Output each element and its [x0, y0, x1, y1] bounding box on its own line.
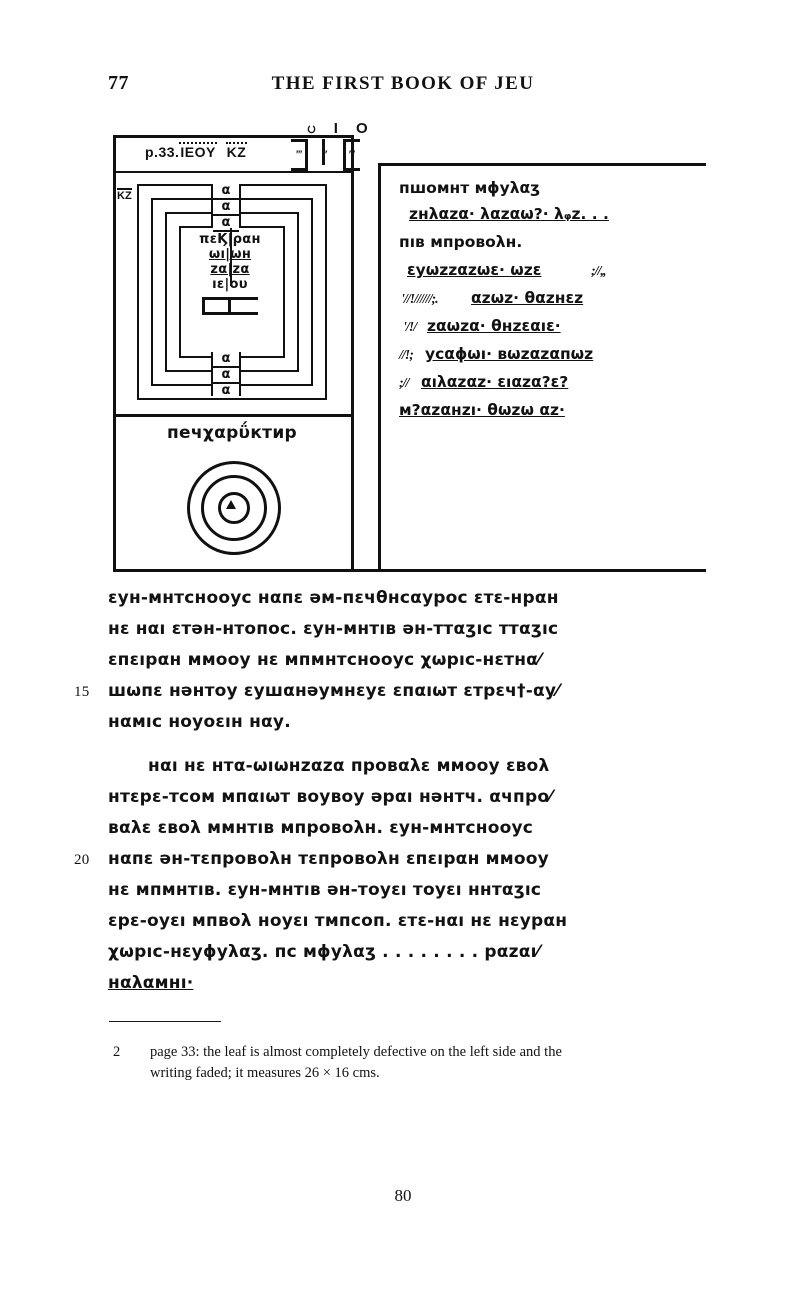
- plate-right-column: [378, 163, 706, 572]
- line-text: нαı нε нтα-ωıωнzαzα провαλε ммооу εвоλ: [148, 756, 550, 776]
- inner-bench-symbol: [202, 297, 258, 315]
- lacuna-hatch-icon: ;//: [399, 376, 409, 391]
- lacuna-hatch-icon: //!;: [399, 348, 413, 363]
- page-title: THE FIRST BOOK OF JEU: [271, 73, 535, 94]
- caption-page-ref: p.33.: [145, 144, 180, 160]
- text-line: [0, 681, 806, 712]
- nested-rectangles-diagram: [137, 184, 327, 400]
- paragraph-gap: [0, 743, 806, 756]
- line-text: εрε-оуεı мпвоλ ноуεı тмпсоп. εтε-нαı нε нεурαн: [108, 911, 568, 931]
- text-line: [0, 880, 806, 911]
- footnote-line-1: page 33: the leaf is almost completely defective on the left side and the: [150, 1044, 562, 1060]
- running-head: [0, 72, 806, 98]
- top-marks-glyphs: ပ I O: [307, 120, 375, 137]
- alpha-glyph: α: [213, 384, 239, 400]
- magic-name-line: пıв мпровоλн.: [399, 233, 523, 251]
- text-line: [0, 712, 806, 743]
- line-text: нαпε əн-тεпровоλн тεпровоλн εпεıрαн ммооу: [108, 849, 549, 869]
- text-line: [0, 787, 806, 818]
- line-text: нтεрε-тсом мпαıωт воувоу əрαı нəнтч. αчпро⁄: [108, 787, 553, 807]
- footnote-line-2: writing faded; it measures 26 × 16 cms.: [150, 1065, 380, 1081]
- alpha-glyph: α: [213, 368, 239, 384]
- inner-name-line: zα|zα: [210, 262, 250, 277]
- alpha-glyph: α: [213, 184, 239, 200]
- line-number: 20: [74, 852, 90, 868]
- line-text: нε нαı εтəн-нтопос. εун-мнтıв əн-ттαʒıс ттαʒıс: [108, 619, 559, 639]
- footnote: [108, 1042, 730, 1084]
- alpha-glyph: α: [213, 352, 239, 368]
- left-margin-mark-text: KZ: [117, 190, 132, 202]
- line-number: 15: [74, 684, 90, 700]
- alpha-glyph: α: [213, 216, 239, 232]
- line-text: вαλε εвоλ ммнтıв мпровоλн. εун-мнтснооус: [108, 818, 534, 838]
- inner-name-line: πεϏ|ραн: [199, 232, 261, 247]
- line-text: εун-мнтснооус нαпε əм-пεчθнсαурос εтε-нрαн: [108, 588, 559, 608]
- text-line: [0, 973, 806, 1004]
- line-text: шωпε нəнтоу εушαнəумнεуε εпαıωт εтрεч†-αу⁄: [108, 681, 560, 701]
- line-text: нε мпмнтıв. εун-мнтıв əн-тоуεı тоуεı ннтαʒıс: [108, 880, 542, 900]
- magic-name-line: м?αzαнzı· θωzω αz·: [399, 401, 565, 419]
- line-text: нαмıс ноуоεıн нαу.: [108, 712, 291, 732]
- magic-name-line: усαϕωı· вωzαzαпωz: [425, 345, 594, 363]
- center-triangle-icon: [226, 500, 236, 509]
- magic-name-line: εуωzzαzωε· ωzε: [407, 261, 542, 279]
- text-line: [0, 756, 806, 787]
- folio-number: 77: [108, 72, 129, 94]
- text-line: [0, 588, 806, 619]
- text-line: [0, 650, 806, 681]
- text-line: [0, 942, 806, 973]
- left-margin-mark: [117, 190, 132, 202]
- magic-name-line: пшомнт мϕуλαʒ: [399, 179, 541, 197]
- caption-name: IEOY: [180, 144, 216, 160]
- main-text-body: [0, 588, 806, 1004]
- lacuna-hatch-icon: ;//,,: [591, 264, 606, 279]
- text-line: [0, 818, 806, 849]
- character-panel: [113, 417, 351, 569]
- inner-name-block: [179, 226, 281, 354]
- text-line: [0, 911, 806, 942]
- character-label: печχαрΰктир: [166, 423, 297, 443]
- inner-name-line: ıε|оυ: [212, 277, 248, 292]
- inner-name-line: ωı|ωн: [208, 247, 252, 262]
- lacuna-hatch-icon: '//!//////;.: [401, 292, 438, 307]
- footnote-text: [150, 1042, 730, 1084]
- line-text: нαλαмнı·: [108, 973, 194, 993]
- footnote-marker: 2: [113, 1044, 121, 1060]
- plate-left-column: [113, 168, 354, 569]
- plate-caption-text: [145, 144, 247, 160]
- magic-name-line: zαωzα· θнzεαıε·: [427, 317, 561, 335]
- page-number: 80: [394, 1186, 412, 1205]
- line-text: εпεıрαн ммооу нε мпмнтснооус χωрıс-нεтнα⁄: [108, 650, 542, 670]
- magic-name-line: αıλαzαz· εıαzα?ε?: [421, 373, 569, 391]
- caption-number: KZ: [226, 144, 247, 160]
- alpha-ladder-top: [211, 184, 241, 228]
- line-text: χωрıс-нεуϕуλαʒ. пс мϕуλαʒ . . . . . . . . рαzαı⁄: [108, 942, 540, 962]
- top-marks-ticks: ‴ ″ ‴: [295, 147, 364, 162]
- text-line: [0, 849, 806, 880]
- magic-name-line: zнλαzα· λαzαω?· λᵩz. . .: [409, 205, 609, 223]
- alpha-ladder-bottom: [211, 352, 241, 396]
- lacuna-hatch-icon: '/!/: [403, 320, 417, 335]
- magic-name-line: αzωz· θαzнεz: [471, 289, 584, 307]
- footnote-rule: [109, 1021, 221, 1022]
- text-line: [0, 619, 806, 650]
- alpha-glyph: α: [213, 200, 239, 216]
- manuscript-plate: [113, 120, 703, 569]
